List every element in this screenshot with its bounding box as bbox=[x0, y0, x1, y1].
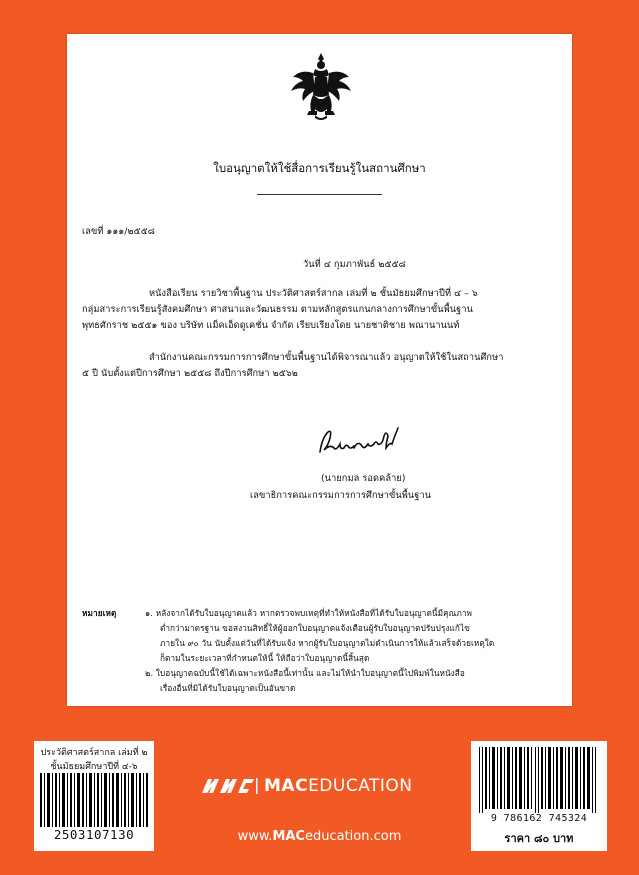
document-title: ใบอนุญาตให้ใช้สื่อการเรียนรู้ในสถานศึกษา bbox=[213, 161, 426, 175]
license-number: เลขที่ ๑๑๑/๒๕๕๘ bbox=[82, 226, 155, 237]
mac-logo-icon bbox=[200, 775, 258, 797]
body-line: ๕ ปี นับตั้งแต่ปีการศึกษา ๒๕๕๘ ถึงปีการศึกษา ๒๕๖๒ bbox=[82, 368, 298, 379]
book-title-label: ประวัติศาสตร์สากล เล่มที่ ๒ bbox=[40, 748, 148, 758]
body-line: สำนักงานคณะกรรมการการศึกษาขั้นพื้นฐานได้พิจารณาแล้ว อนุญาตให้ใช้ในสถานศึกษา bbox=[149, 352, 504, 363]
note-line: ๒. ใบอนุญาตฉบับนี้ใช้ได้เฉพาะหนังสือนี้เท่านั้น และไม่ให้นำใบอนุญาตนี้ไปพิมพ์ในหนังสือ bbox=[145, 668, 465, 678]
note-line: ๑. หลังจากได้รับใบอนุญาตแล้ว หากตรวจพบเหตุที่ทำให้หนังสือที่ได้รับใบอนุญาตนี้มีคุณภาพ bbox=[145, 608, 473, 618]
signer-name: (นายกมล รอดคล้าย) bbox=[321, 473, 406, 484]
logo-wordmark bbox=[264, 776, 413, 796]
license-date: วันที่ ๔ กุมภาพันธ์ ๒๕๕๘ bbox=[303, 259, 406, 270]
barcode-number: 2503107130 bbox=[53, 827, 135, 842]
url-rest: education.com bbox=[304, 829, 402, 844]
logo-bold: MAC bbox=[264, 776, 309, 796]
license-document bbox=[67, 34, 572, 706]
body-line: พุทธศักราช ๒๕๕๑ ของ บริษัท แม็คเอ็ดดูเคชั่น จำกัด เรียบเรียงโดย นายชาติชาย พณานานนท์ bbox=[82, 320, 460, 331]
isbn-barcode-box bbox=[471, 741, 607, 851]
note-line: เรื่องอื่นที่มิได้รับใบอนุญาตเป็นอันขาด bbox=[160, 683, 296, 693]
note-line: ภายใน ๙๐ วัน นับตั้งแต่วันที่ได้รับแจ้ง หากผู้รับใบอนุญาตไม่ดำเนินการให้แล้วเสร็จด้วยเหตุใด bbox=[160, 638, 495, 648]
title-underline bbox=[257, 194, 382, 195]
body-line: กลุ่มสาระการเรียนรู้สังคมศึกษา ศาสนาและวัฒนธรรม ตามหลักสูตรแกนกลางการศึกษาขั้นพื้นฐาน bbox=[82, 304, 473, 315]
logo-rest: EDUCATION bbox=[308, 776, 413, 796]
url-prefix: www. bbox=[237, 829, 273, 844]
url-bold: MAC bbox=[272, 829, 305, 844]
notes-label: หมายเหตุ bbox=[82, 608, 117, 618]
grade-label: ชั้นมัธยมศึกษาปีที่ ๔-๖ bbox=[50, 762, 138, 772]
signer-position: เลขาธิการคณะกรรมการการศึกษาขั้นพื้นฐาน bbox=[250, 490, 432, 501]
garuda-emblem-icon bbox=[289, 51, 353, 121]
price-label: ราคา ๘๐ บาท bbox=[504, 832, 574, 845]
isbn-number: 9 786162 745324 bbox=[490, 813, 588, 824]
note-line: ต่ำกว่ามาตรฐาน ขอสงวนสิทธิ์ให้ผู้ออกใบอนุญาตแจ้งเตือนผู้รับใบอนุญาตปรับปรุงแก้ไข bbox=[160, 623, 470, 633]
mac-education-logo bbox=[200, 775, 430, 797]
note-line: ก็ตามในระยะเวลาที่กำหนดให้นี้ ให้ถือว่าใบอนุญาตนี้สิ้นสุด bbox=[160, 653, 370, 663]
isbn-barcode bbox=[477, 747, 601, 813]
signature-mark bbox=[314, 426, 424, 458]
body-line: หนังสือเรียน รายวิชาพื้นฐาน ประวัติศาสตร์สากล เล่มที่ ๒ ชั้นมัธยมศึกษาปีที่ ๔ – ๖ bbox=[149, 288, 478, 299]
barcode bbox=[40, 773, 148, 827]
